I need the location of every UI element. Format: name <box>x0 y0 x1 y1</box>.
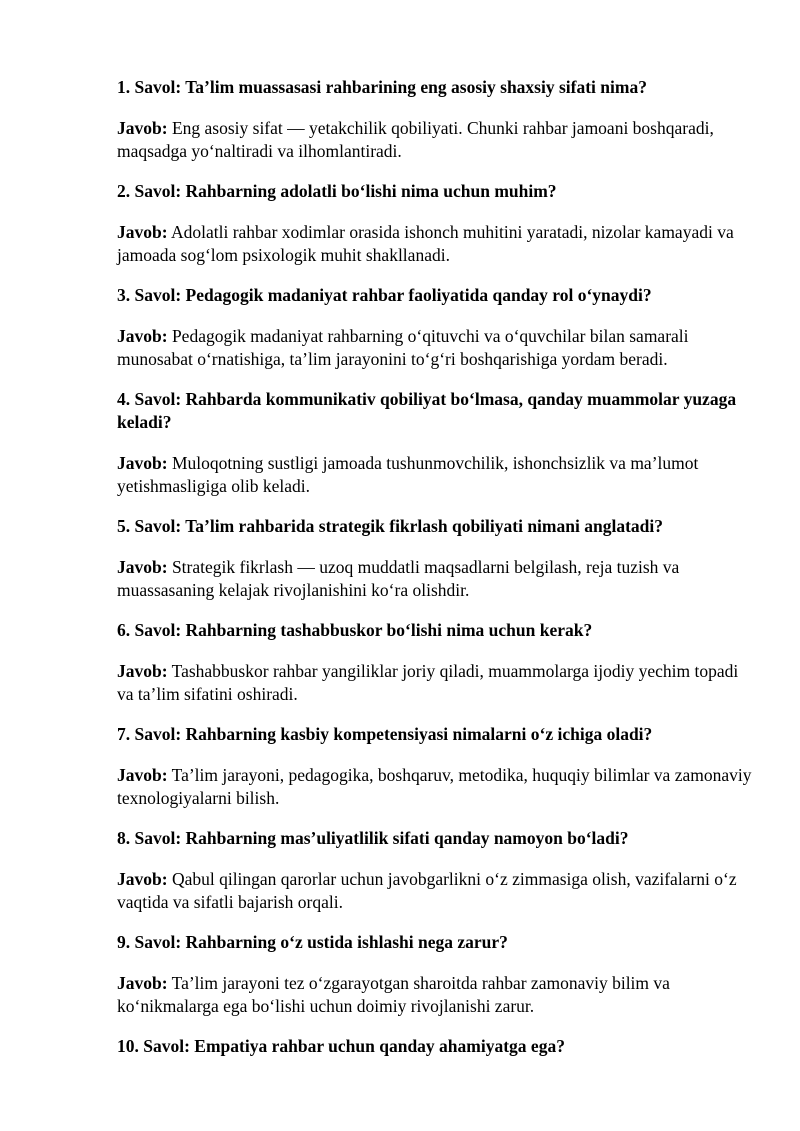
question-10: 10. Savol: Empatiya rahbar uchun qanday ahamiyatga ega? <box>117 1036 565 1056</box>
answer-text: Ta’lim jarayoni, pedagogika, boshqaruv, metodika, huquqiy bilimlar va zamonaviy texnologiyalarni bilish. <box>117 765 752 808</box>
answer-label: Javob: <box>117 765 168 785</box>
answer-text: Ta’lim jarayoni tez oʻzgarayotgan sharoitda rahbar zamonaviy bilim va koʻnikmalarga ega boʻlishi uchun doimiy rivojlanishi zarur. <box>117 973 670 1016</box>
answer-text: Eng asosiy sifat — yetakchilik qobiliyati. Chunki rahbar jamoani boshqaradi, maqsadga yoʻnaltiradi va ilhomlantiradi. <box>117 118 714 161</box>
question-7: 7. Savol: Rahbarning kasbiy kompetensiyasi nimalarni oʻz ichiga oladi? <box>117 724 653 744</box>
answer-4 <box>117 452 757 498</box>
question-6: 6. Savol: Rahbarning tashabbuskor boʻlishi nima uchun kerak? <box>117 620 593 640</box>
answer-text: Strategik fikrlash — uzoq muddatli maqsadlarni belgilash, reja tuzish va muassasaning kelajak rivojlanishini koʻra olishdir. <box>117 557 680 600</box>
answer-label: Javob: <box>117 453 168 473</box>
answer-1 <box>117 117 757 163</box>
answer-label: Javob: <box>117 661 168 681</box>
question-4: 4. Savol: Rahbarda kommunikativ qobiliyat boʻlmasa, qanday muammolar yuzaga keladi? <box>117 389 737 432</box>
answer-7 <box>117 764 757 810</box>
answer-8 <box>117 868 757 914</box>
answer-label: Javob: <box>117 222 168 242</box>
answer-text: Tashabbuskor rahbar yangiliklar joriy qiladi, muammolarga ijodiy yechim topadi va ta’lim sifatini oshiradi. <box>117 661 739 704</box>
answer-3 <box>117 325 757 371</box>
question-5: 5. Savol: Ta’lim rahbarida strategik fikrlash qobiliyati nimani anglatadi? <box>117 516 663 536</box>
question-3: 3. Savol: Pedagogik madaniyat rahbar faoliyatida qanday rol oʻynaydi? <box>117 285 652 305</box>
answer-6 <box>117 660 757 706</box>
answer-2 <box>117 221 757 267</box>
answer-text: Pedagogik madaniyat rahbarning oʻqituvchi va oʻquvchilar bilan samarali munosabat oʻrnatishiga, ta’lim jarayonini toʻgʻri boshqarishiga yordam beradi. <box>117 326 689 369</box>
answer-text: Adolatli rahbar xodimlar orasida ishonch muhitini yaratadi, nizolar kamayadi va jamoada sogʻlom psixologik muhit shakllanadi. <box>117 222 734 265</box>
answer-text: Muloqotning sustligi jamoada tushunmovchilik, ishonchsizlik va ma’lumot yetishmasligiga olib keladi. <box>117 453 699 496</box>
answer-label: Javob: <box>117 118 168 138</box>
answer-label: Javob: <box>117 973 168 993</box>
answer-9 <box>117 972 757 1018</box>
answer-label: Javob: <box>117 557 168 577</box>
question-2: 2. Savol: Rahbarning adolatli boʻlishi nima uchun muhim? <box>117 181 557 201</box>
answer-label: Javob: <box>117 869 168 889</box>
qa-list <box>117 76 757 1076</box>
question-9: 9. Savol: Rahbarning oʻz ustida ishlashi nega zarur? <box>117 932 508 952</box>
answer-5 <box>117 556 757 602</box>
question-1: 1. Savol: Ta’lim muassasasi rahbarining eng asosiy shaxsiy sifati nima? <box>117 77 647 97</box>
answer-label: Javob: <box>117 326 168 346</box>
answer-text: Qabul qilingan qarorlar uchun javobgarlikni oʻz zimmasiga olish, vazifalarni oʻz vaqtida va sifatli bajarish orqali. <box>117 869 737 912</box>
question-8: 8. Savol: Rahbarning mas’uliyatlilik sifati qanday namoyon boʻladi? <box>117 828 629 848</box>
